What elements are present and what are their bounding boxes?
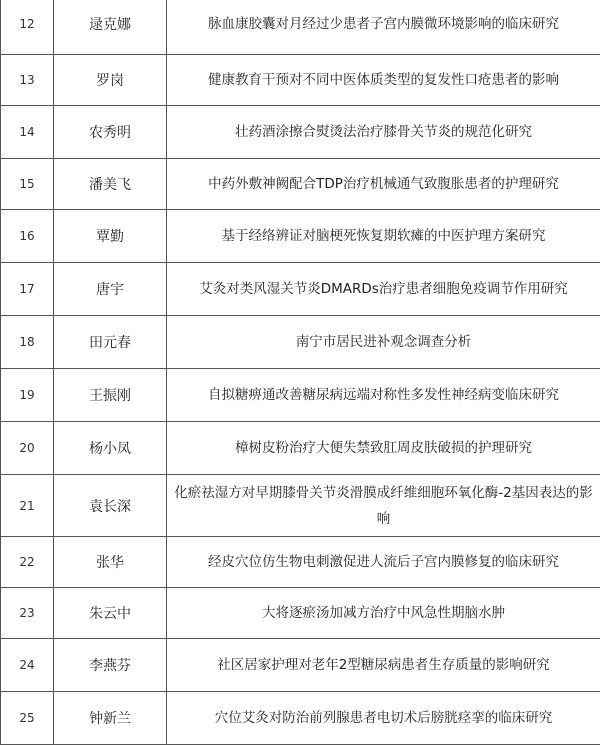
row-number: 21 (1, 475, 54, 537)
row-number: 14 (1, 106, 54, 159)
project-title: 健康教育干预对不同中医体质类型的复发性口疮患者的影响 (167, 55, 600, 106)
project-title: 大将逐瘀汤加减方治疗中风急性期脑水肿 (167, 588, 600, 639)
row-number: 23 (1, 588, 54, 639)
table-row (1, 159, 600, 210)
person-name: 田元春 (54, 316, 167, 369)
person-name: 朱云中 (54, 588, 167, 639)
person-name: 杨小凤 (54, 422, 167, 475)
person-name: 钟新兰 (54, 692, 167, 745)
row-number: 12 (1, 0, 54, 55)
row-number: 13 (1, 55, 54, 106)
table-row (1, 422, 600, 475)
table-row (1, 588, 600, 639)
row-number: 25 (1, 692, 54, 745)
project-title: 南宁市居民进补观念调查分析 (167, 316, 600, 369)
project-title: 基于经络辨证对脑梗死恢复期软瘫的中医护理方案研究 (167, 210, 600, 263)
table-row (1, 639, 600, 692)
table-row (1, 692, 600, 745)
person-name: 逯克娜 (54, 0, 167, 55)
project-title: 自拟糖痹通改善糖尿病远端对称性多发性神经病变临床研究 (167, 369, 600, 422)
person-name: 王振刚 (54, 369, 167, 422)
project-title: 社区居家护理对老年2型糖尿病患者生存质量的影响研究 (167, 639, 600, 692)
person-name: 唐宇 (54, 263, 167, 316)
project-title: 樟树皮粉治疗大便失禁致肛周皮肤破损的护理研究 (167, 422, 600, 475)
table-row (1, 0, 600, 55)
row-number: 19 (1, 369, 54, 422)
table-row (1, 369, 600, 422)
person-name: 农秀明 (54, 106, 167, 159)
row-number: 17 (1, 263, 54, 316)
row-number: 18 (1, 316, 54, 369)
table-row (1, 106, 600, 159)
project-title: 穴位艾灸对防治前列腺患者电切术后膀胱痉挛的临床研究 (167, 692, 600, 745)
table-row (1, 55, 600, 106)
person-name: 张华 (54, 537, 167, 588)
person-name: 罗岗 (54, 55, 167, 106)
project-title: 化瘀祛湿方对早期膝骨关节炎滑膜成纤维细胞环氧化酶-2基因表达的影响 (167, 475, 600, 537)
row-number: 22 (1, 537, 54, 588)
table-row (1, 475, 600, 537)
table-row (1, 263, 600, 316)
person-name: 袁长深 (54, 475, 167, 537)
project-title: 艾灸对类风湿关节炎DMARDs治疗患者细胞免疫调节作用研究 (167, 263, 600, 316)
person-name: 覃勤 (54, 210, 167, 263)
person-name: 潘美飞 (54, 159, 167, 210)
project-title: 中药外敷神阙配合TDP治疗机械通气致腹胀患者的护理研究 (167, 159, 600, 210)
table-row (1, 316, 600, 369)
row-number: 24 (1, 639, 54, 692)
table-row (1, 537, 600, 588)
project-title: 脉血康胶囊对月经过少患者子宫内膜微环境影响的临床研究 (167, 0, 600, 55)
row-number: 15 (1, 159, 54, 210)
row-number: 16 (1, 210, 54, 263)
project-title: 壮药酒涂擦合熨烫法治疗膝骨关节炎的规范化研究 (167, 106, 600, 159)
row-number: 20 (1, 422, 54, 475)
table-row (1, 210, 600, 263)
project-title: 经皮穴位仿生物电刺激促进人流后子宫内膜修复的临床研究 (167, 537, 600, 588)
person-name: 李燕芬 (54, 639, 167, 692)
